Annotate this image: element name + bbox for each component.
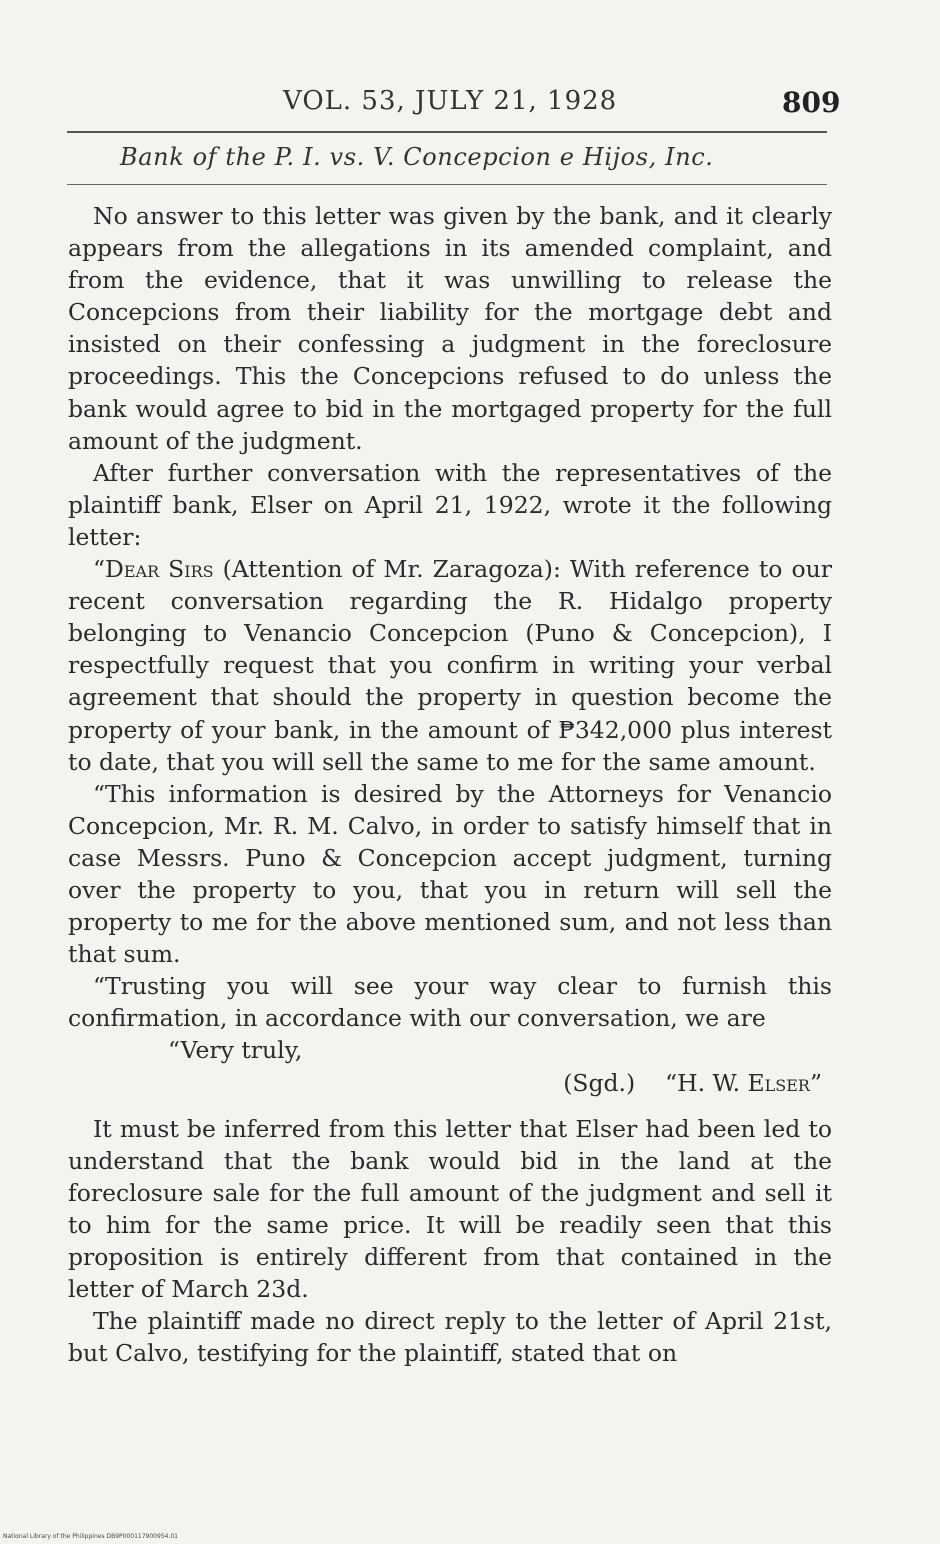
paragraph-1: No answer to this letter was given by the bank, and it clearly appears from the allegations in its amended complaint, and from the evidence, that it was unwilling to release the Concepcions from their liability for the mortgage debt and insisted on their confessing a judgment in the foreclosure proceedings. This the Concepcions refused to do unless the bank would agree to bid in the mortgaged property for the full amount of the judgment. bbox=[68, 202, 832, 455]
signature-name: “H. W. Elser” bbox=[665, 1068, 822, 1097]
header-rule-top bbox=[67, 131, 827, 133]
running-head: VOL. 53, JULY 21, 1928 bbox=[283, 86, 618, 116]
paragraph-gap bbox=[68, 1099, 832, 1113]
page-number: 809 bbox=[782, 86, 841, 119]
letter-closing: “Very truly, bbox=[168, 1036, 303, 1065]
letter-salutation: “Dear Sirs bbox=[93, 555, 214, 584]
case-title: Bank of the P. I. vs. V. Concepcion e Hijos, Inc. bbox=[120, 143, 714, 171]
library-footer-note: National Library of the Philippines DB9P000117900954.01 bbox=[3, 1533, 178, 1540]
body-text bbox=[68, 200, 832, 1369]
paragraph-6: It must be inferred from this letter that Elser had been led to understand that the bank would bid in the land at the foreclosure sale for the full amount of the judgment and sell it to him for the same price. It will be readily seen that this proposition is entirely different from that contained in the letter of March 23d. bbox=[68, 1114, 832, 1304]
paragraph-3 bbox=[68, 553, 832, 778]
paragraph-5: “Trusting you will see your way clear to furnish this confirmation, in accordance with our conversation, we are bbox=[68, 972, 832, 1033]
header-rule-bottom bbox=[67, 184, 827, 185]
paragraph-4: “This information is desired by the Attorneys for Venancio Concepcion, Mr. R. M. Calvo, in order to satisfy himself that in case Messrs. Puno & Concepcion accept judgment, turning over the property to you, that you in return will sell the property to me for the above mentioned sum, and not less than that sum. bbox=[68, 779, 832, 969]
paragraph-7: The plaintiff made no direct reply to the letter of April 21st, but Calvo, testifying for the plaintiff, stated that on bbox=[68, 1307, 832, 1368]
signature-prefix: (Sgd.) bbox=[563, 1068, 636, 1097]
letter-signature bbox=[68, 1067, 832, 1099]
paragraph-2: After further conversation with the representatives of the plaintiff bank, Elser on April 21, 1922, wrote it the following letter: bbox=[68, 458, 832, 551]
letter-body-1: (Attention of Mr. Zaragoza): With reference to our recent conversation regarding the R. Hidalgo property belonging to Venancio Concepcion (Puno & Concepcion), I respectfully request that you confirm in writing your verbal agreement that should the property in question become the property of your bank, in the amount of ₱342,000 plus interest to date, that you will sell the same to me for the same amount. bbox=[68, 555, 832, 776]
